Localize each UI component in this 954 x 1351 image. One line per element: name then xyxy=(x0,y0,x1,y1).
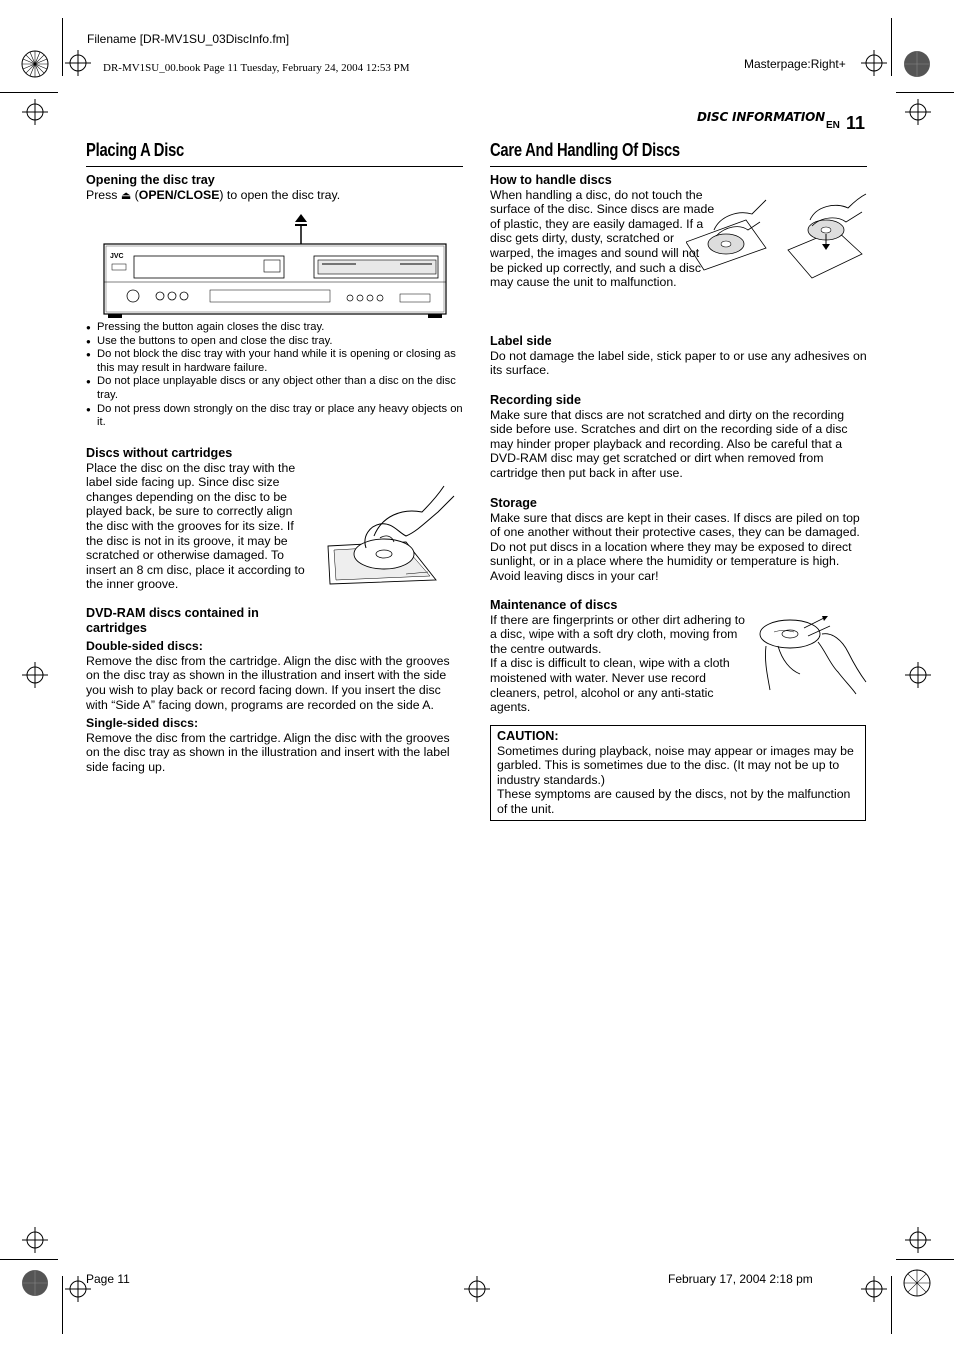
bullet-item: ● Do not press down strongly on the disc tray or place any heavy objects on it. xyxy=(86,403,463,430)
crosshair-icon xyxy=(22,1227,48,1253)
how-heading: How to handle discs xyxy=(490,173,612,187)
maintenance-heading: Maintenance of discs xyxy=(490,598,618,612)
storage-text: Make sure that discs are kept in their cases. If discs are piled on top of one another without their protective cases, they can be damaged. Do not put discs in a location where they may be exposed to direct sunlight, or in a place where the humidity or temperature is high. Avoid leaving discs in your car! xyxy=(490,510,860,583)
label-text: Do not damage the label side, stick paper to or use any adhesives on its surface. xyxy=(490,348,867,378)
cleaning-disc-illustration xyxy=(756,612,868,696)
crosshair-icon xyxy=(905,662,931,688)
caution-heading: CAUTION: xyxy=(497,729,559,743)
bullet-item: ● Do not place unplayable discs or any object other than a disc on the disc tray. xyxy=(86,375,463,402)
dvdram-heading: DVD-RAM discs contained in cartridges xyxy=(86,606,259,635)
caution-text-1: Sometimes during playback, noise may appear or images may be garbled. This is sometimes due to the disc. (It may not be up to industry standards.) xyxy=(497,743,854,787)
recording-text: Make sure that discs are not scratched and dirty on the recording side before use. Scratches and dirt on the recording side of a disc may hinder proper playback and recording. Also be careful that a DVD-RAM disc may get scratched or dirt when removed from cartridge then put back in after use. xyxy=(490,407,848,480)
crosshair-icon xyxy=(464,1276,490,1302)
maintenance-block xyxy=(490,598,745,715)
device-brand: JVC xyxy=(110,253,124,260)
lang-label: EN xyxy=(826,120,840,131)
bullet-item: ● Pressing the button again closes the disc tray. xyxy=(86,321,463,335)
discs-text: Place the disc on the disc tray with the label side facing up. Since disc size changes depending on the disc to be played back, be sure to correctly align the disc with the grooves for its size. If the disc is not in its groove, it may be scratched or otherwise damaged. To insert an 8 cm disc, place it according to the inner groove. xyxy=(86,460,305,592)
crosshair-icon xyxy=(905,1227,931,1253)
dvdram-block xyxy=(86,606,463,775)
eject-icon: ⏏ xyxy=(120,189,132,202)
label-heading: Label side xyxy=(490,334,552,348)
left-column xyxy=(86,173,463,203)
registration-mark-icon xyxy=(902,49,932,79)
double-heading: Double-sided discs: xyxy=(86,639,203,654)
caution-text-2: These symptoms are caused by the discs, not by the malfunction of the unit. xyxy=(497,787,851,816)
storage-block xyxy=(490,496,867,584)
dvd-recorder-illustration xyxy=(100,210,450,320)
recording-heading: Recording side xyxy=(490,393,581,407)
crosshair-icon xyxy=(22,662,48,688)
crosshair-icon xyxy=(905,99,931,125)
label-block xyxy=(490,334,867,378)
footer-date: February 17, 2004 2:18 pm xyxy=(668,1272,813,1286)
maintenance-text-2: If a disc is difficult to clean, wipe with a cloth moistened with water. Never use record cleaners, petrol, alcohol or any anti-static agents. xyxy=(490,656,730,715)
crosshair-icon xyxy=(861,50,887,76)
page-number: 11 xyxy=(846,113,866,133)
handling-discs-illustration xyxy=(686,190,868,286)
storage-heading: Storage xyxy=(490,496,537,510)
footer-page: Page 11 xyxy=(86,1272,130,1286)
single-heading: Single-sided discs: xyxy=(86,716,199,731)
discs-block xyxy=(86,446,308,592)
crosshair-icon xyxy=(861,1276,887,1302)
how-text: When handling a disc, do not touch the surface of the disc. Since discs are made of plastic, they are easily damaged. If a disc gets dirty, dusty, scratched or warped, the images and sound will not be picked up correctly, and such a disc may cause the unit to malfunction. xyxy=(490,187,715,290)
crosshair-icon xyxy=(22,99,48,125)
discs-heading: Discs without cartridges xyxy=(86,446,233,460)
maintenance-text-1: If there are fingerprints or other dirt adhering to a disc, wipe with a soft dry cloth, moving from the centre outwards. xyxy=(490,612,745,656)
registration-mark-icon xyxy=(20,1268,50,1298)
filename-label: Filename [DR-MV1SU_03DiscInfo.fm] xyxy=(87,32,290,46)
recording-block xyxy=(490,393,867,481)
book-line: DR-MV1SU_00.book Page 11 Tuesday, February 24, 2004 12:53 PM xyxy=(103,62,410,74)
eject-icon xyxy=(295,214,307,222)
opening-text: Press ⏏ (OPEN/CLOSE) to open the disc tray. xyxy=(86,187,341,202)
opening-bullets xyxy=(86,321,463,430)
left-title: Placing A Disc xyxy=(86,140,185,160)
registration-mark-icon xyxy=(902,1268,932,1298)
masterpage-label: Masterpage:Right+ xyxy=(744,57,846,71)
single-text: Remove the disc from the cartridge. Align the disc with the grooves on the disc tray as shown in the illustration and insert with the label side facing up. xyxy=(86,730,450,774)
caution-box xyxy=(490,725,866,821)
right-title: Care And Handling Of Discs xyxy=(490,140,680,160)
section-title: DISC INFORMATION xyxy=(697,110,825,124)
how-block xyxy=(490,173,716,290)
bullet-item: ● Use the buttons to open and close the disc tray. xyxy=(86,335,463,349)
opening-bullets-block xyxy=(86,321,463,430)
bullet-item: ● Do not block the disc tray with your hand while it is opening or closing as this may result in hardware failure. xyxy=(86,348,463,375)
opening-heading: Opening the disc tray xyxy=(86,173,215,187)
disc-tray-hand-illustration xyxy=(326,482,462,586)
double-text: Remove the disc from the cartridge. Align the disc with the grooves on the disc tray as shown in the illustration and insert with the side you wish to play back or record facing down. If you insert the disc with “Side A” facing down, programs are recorded on the side A. xyxy=(86,653,450,712)
registration-mark-icon xyxy=(20,49,50,79)
crosshair-icon xyxy=(65,50,91,76)
